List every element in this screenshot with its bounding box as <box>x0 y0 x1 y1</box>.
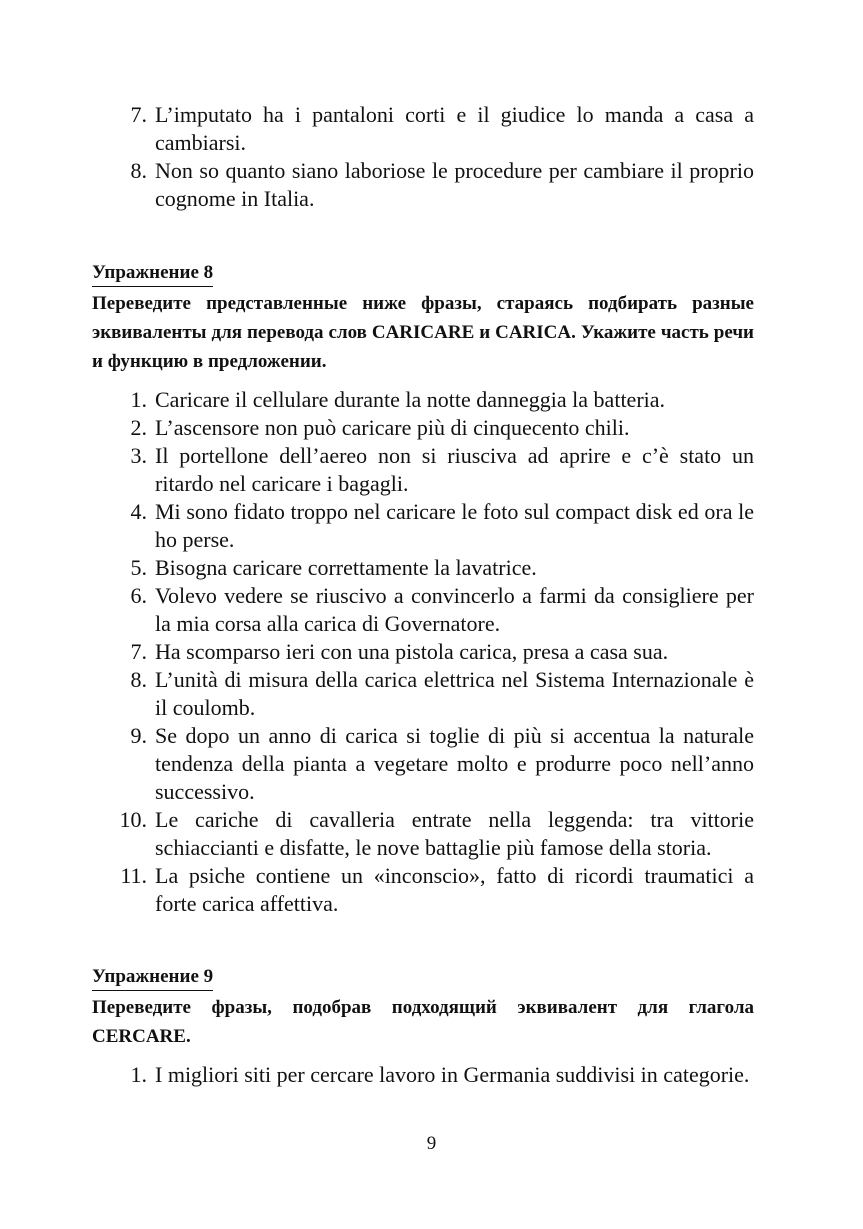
item-number: 7. <box>130 639 147 664</box>
item-number: 5. <box>130 555 147 580</box>
list-item <box>92 498 754 554</box>
item-number: 6. <box>130 583 147 608</box>
exercise-title: Упражнение 8 <box>92 260 213 287</box>
item-text: Il portellone dell’aereo non si riusciva ad aprire e c’è stato un ritardo nel caricare i bagagli. <box>155 443 754 496</box>
item-text: L’ascensore non può caricare più di cinquecento chili. <box>155 415 630 440</box>
item-text: La psiche contiene un «inconscio», fatto di ricordi traumatici a forte carica affettiva. <box>155 863 754 916</box>
page-content <box>92 101 754 1089</box>
item-text: L’imputato ha i pantaloni corti e il giudice lo manda a casa a cambiarsi. <box>155 102 754 155</box>
list-item <box>92 722 754 806</box>
item-number: 8. <box>130 158 147 183</box>
item-text: Mi sono fidato troppo nel caricare le foto sul compact disk ed ora le ho perse. <box>155 499 754 552</box>
list-item <box>92 414 754 442</box>
exercise-8 <box>92 260 754 918</box>
list-item <box>92 862 754 918</box>
item-number: 3. <box>130 443 147 468</box>
item-text: Se dopo un anno di carica si toglie di più si accentua la naturale tendenza della pianta a vegetare molto e produrre poco nell’anno successivo. <box>155 723 754 804</box>
exercise-instruction: Переведите фразы, подобрав подходящий эквивалент для глагола CERCARE. <box>92 997 754 1047</box>
item-text: Volevo vedere se riuscivo a convincerlo a farmi da consigliere per la mia corsa alla carica di Governatore. <box>155 583 754 636</box>
item-number: 9. <box>130 723 147 748</box>
item-number: 1. <box>130 387 147 412</box>
item-text: Non so quanto siano laboriose le procedure per cambiare il proprio cognome in Italia. <box>155 158 754 211</box>
item-text: L’unità di misura della carica elettrica nel Sistema Internazionale è il coulomb. <box>155 667 754 720</box>
list-item <box>92 806 754 862</box>
list-item <box>92 582 754 638</box>
item-text: I migliori siti per cercare lavoro in Germania suddivisi in categorie. <box>155 1062 750 1087</box>
item-number: 2. <box>130 415 147 440</box>
exercise-list <box>92 386 754 918</box>
item-number: 4. <box>130 499 147 524</box>
item-number: 7. <box>130 102 147 127</box>
exercise-list <box>92 1061 754 1089</box>
list-item <box>92 442 754 498</box>
list-item <box>92 638 754 666</box>
exercise-title: Упражнение 9 <box>92 964 213 991</box>
exercise-instruction: Переведите представленные ниже фразы, стараясь подбирать разные эквиваленты для перевода слов CARICARE и CARICA. Укажите часть речи и функцию в предложении. <box>92 293 754 372</box>
list-item <box>92 101 754 157</box>
page-number: 9 <box>426 1133 437 1154</box>
item-text: Caricare il cellulare durante la notte danneggia la batteria. <box>155 387 666 412</box>
continued-list <box>92 101 754 213</box>
item-number: 1. <box>130 1062 147 1087</box>
item-text: Ha scomparso ieri con una pistola carica, presa a casa sua. <box>155 639 669 664</box>
item-number: 11. <box>120 863 147 888</box>
list-item <box>92 666 754 722</box>
list-item <box>92 386 754 414</box>
list-item <box>92 554 754 582</box>
list-item <box>92 1061 754 1089</box>
item-text: Le cariche di cavalleria entrate nella leggenda: tra vittorie schiaccianti e disfatte, le nove battaglie più famose della storia. <box>155 807 754 860</box>
list-item <box>92 157 754 213</box>
item-text: Bisogna caricare correttamente la lavatrice. <box>155 555 537 580</box>
item-number: 10. <box>119 807 147 832</box>
exercise-9 <box>92 964 754 1089</box>
item-number: 8. <box>130 667 147 692</box>
